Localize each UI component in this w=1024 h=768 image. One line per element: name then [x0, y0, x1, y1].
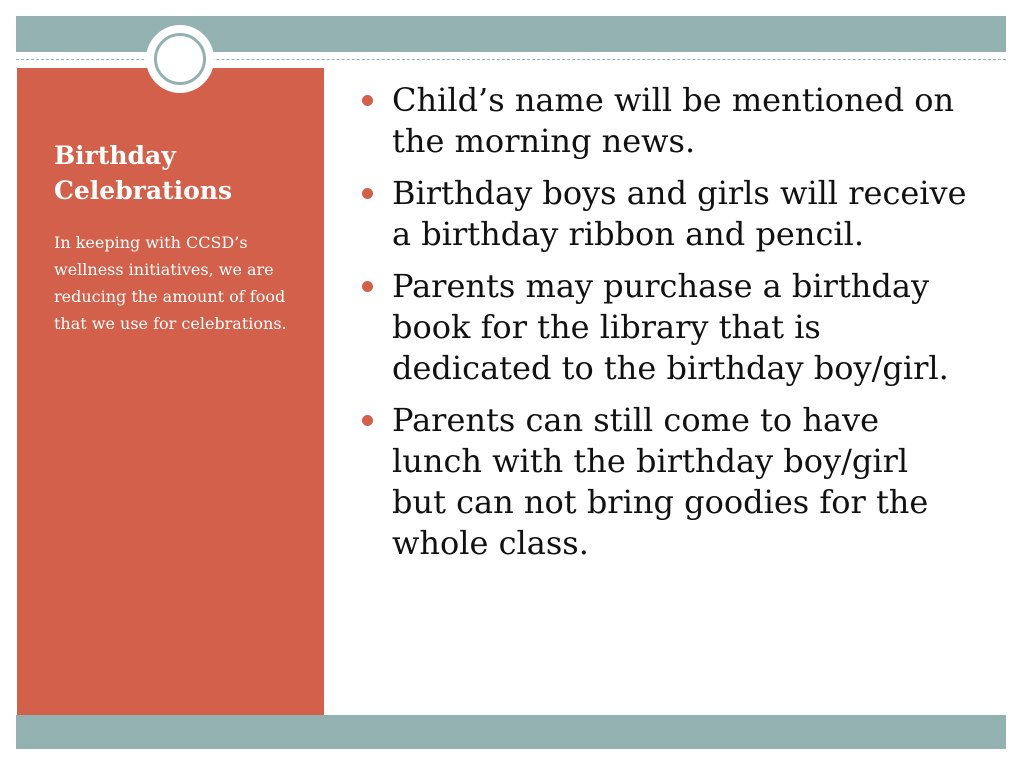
bullet-dot-icon — [362, 95, 373, 106]
bullet-item — [358, 400, 968, 564]
bullet-dot-icon — [362, 415, 373, 426]
sidebar-text: In keeping with CCSD’s wellness initiatives, we are reducing the amount of food that we use for celebrations. — [54, 233, 287, 333]
bullet-text: Parents may purchase a birthday book for the library that is dedicated to the birthday boy/girl. — [392, 267, 949, 387]
bullet-text: Birthday boys and girls will receive a birthday ribbon and pencil. — [392, 174, 967, 253]
bullet-item — [358, 173, 968, 255]
bullet-item — [358, 266, 968, 389]
bullet-list — [358, 80, 968, 575]
circle-ring-icon — [154, 33, 206, 85]
bullet-text: Child’s name will be mentioned on the morning news. — [392, 81, 955, 160]
bullet-dot-icon — [362, 188, 373, 199]
bullet-text: Parents can still come to have lunch with the birthday boy/girl but can not bring goodies for the whole class. — [392, 401, 929, 562]
bullet-item — [358, 80, 968, 162]
slide-title: Birthday Celebrations — [54, 141, 233, 205]
bullet-dot-icon — [362, 281, 373, 292]
